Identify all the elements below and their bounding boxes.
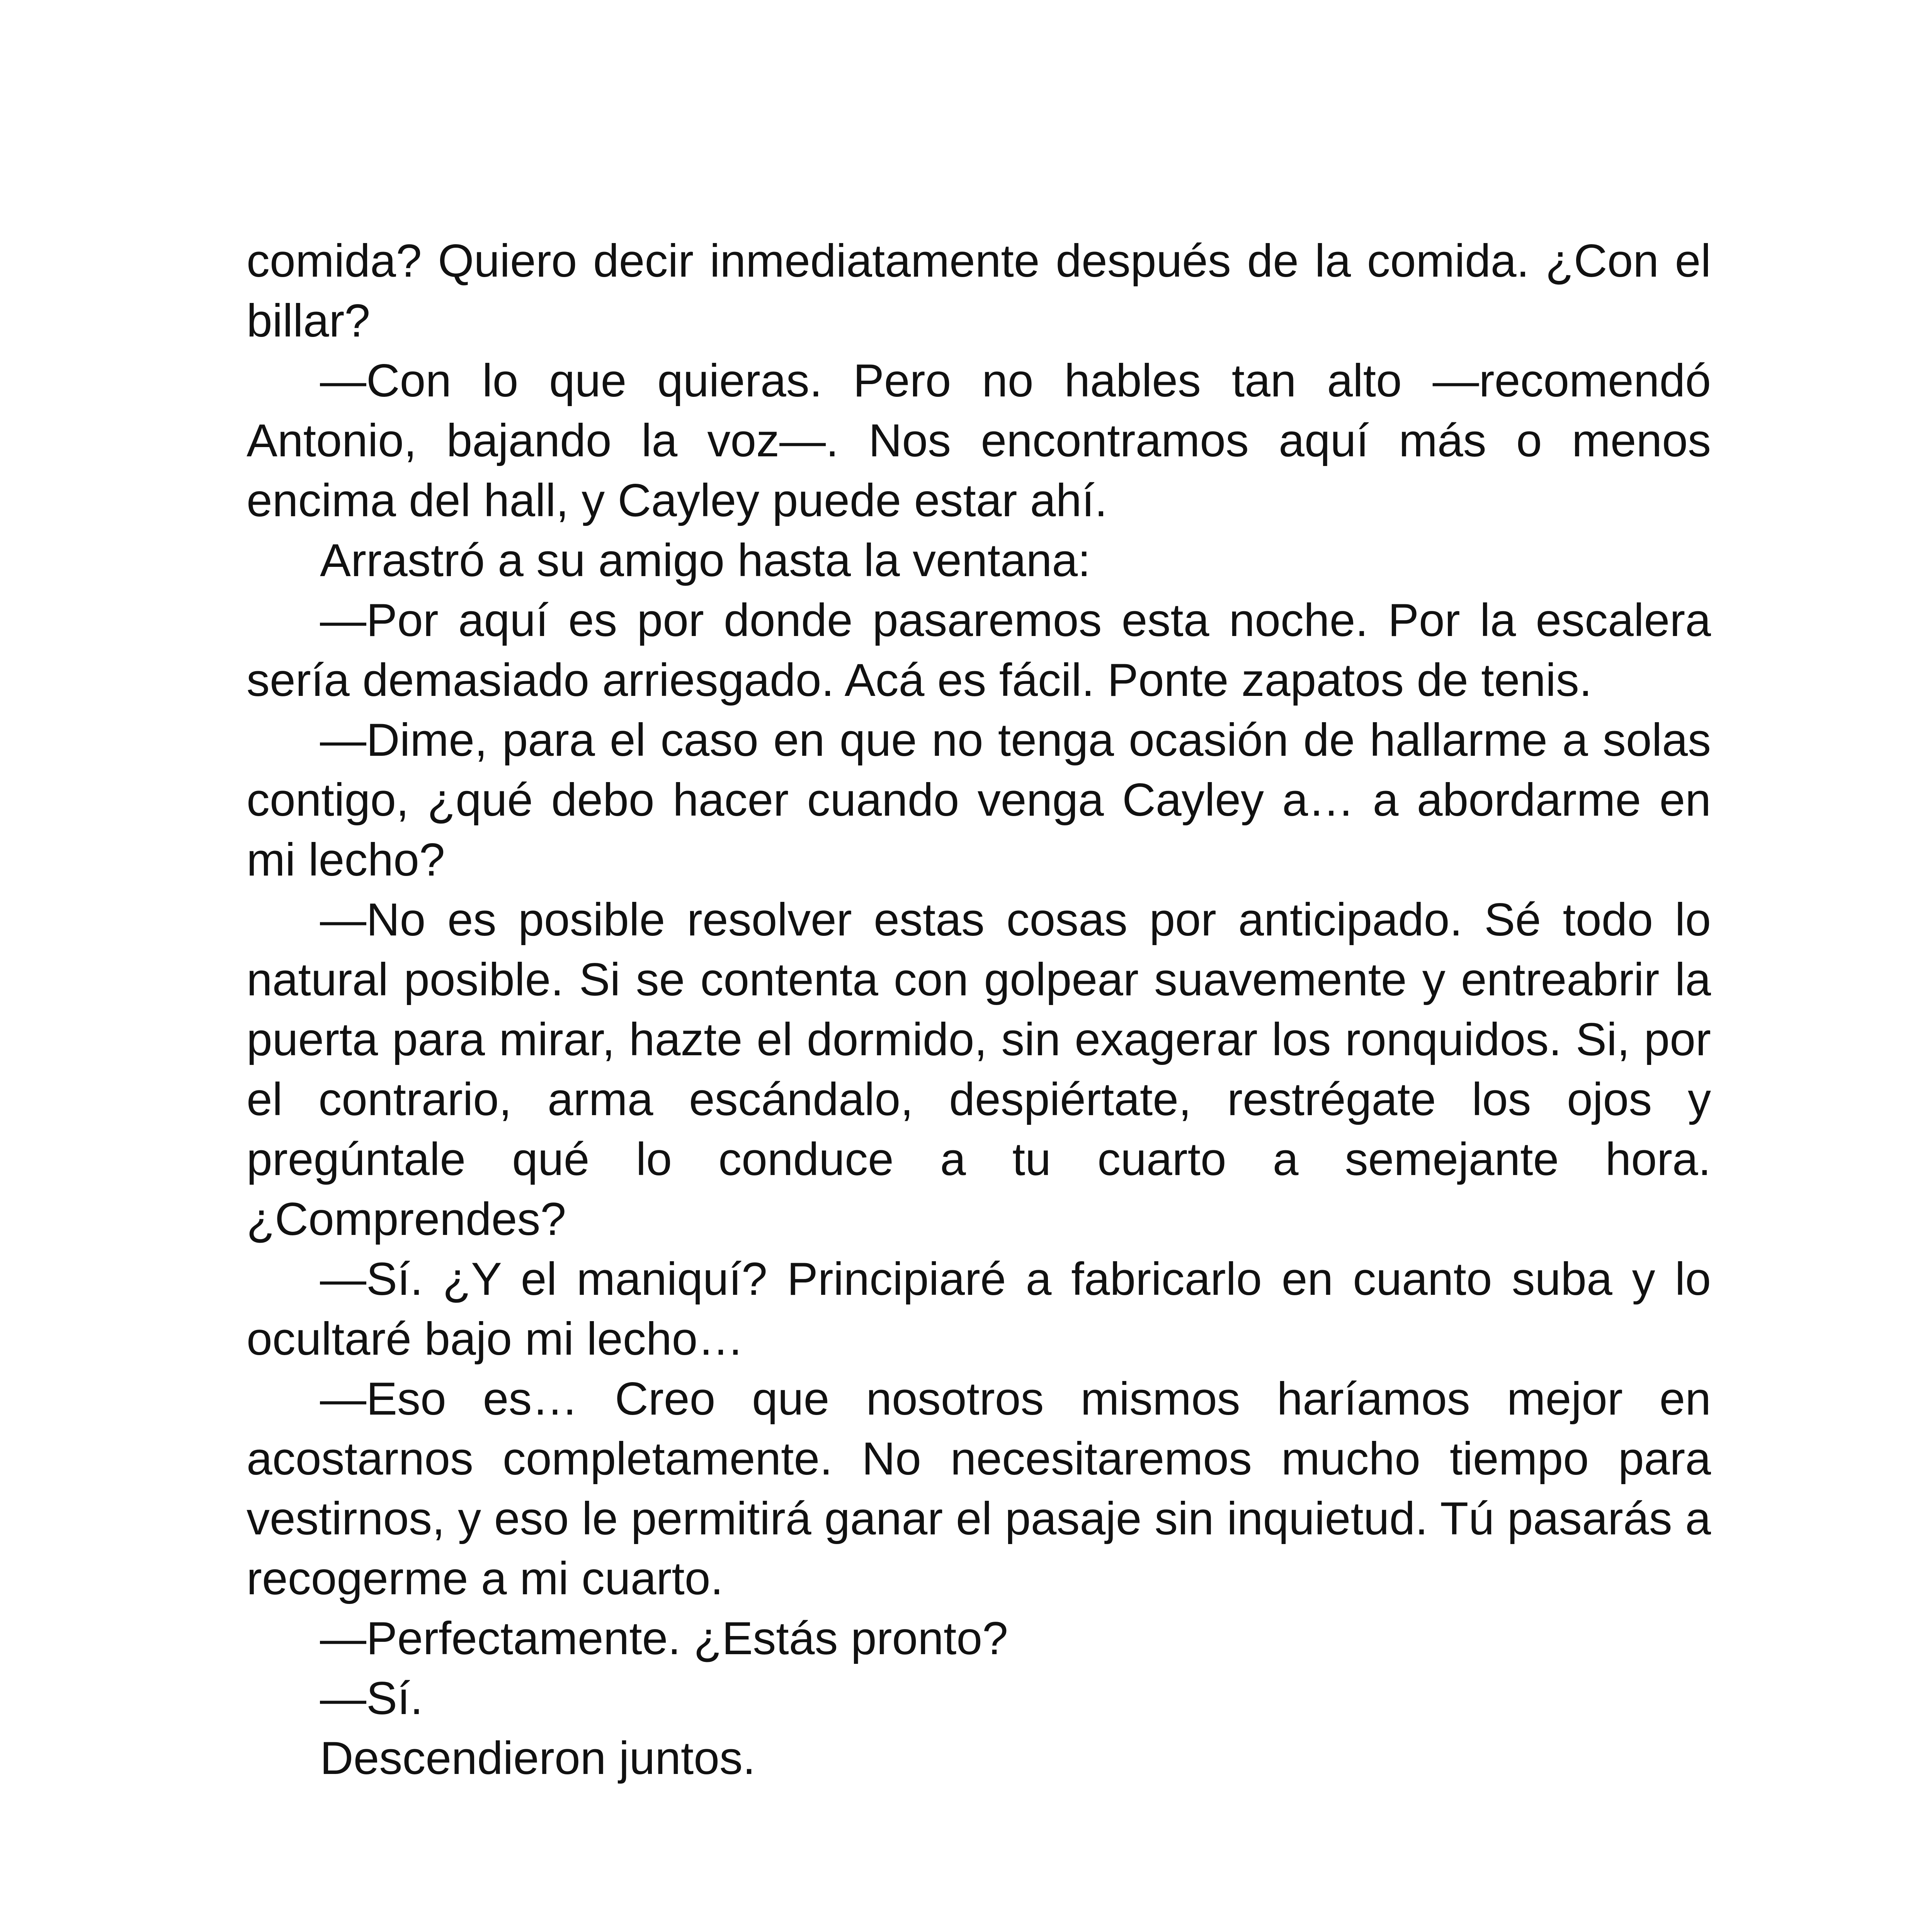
paragraph: Arrastró a su amigo hasta la ventana:	[320, 534, 1091, 586]
paragraph: —Eso es… Creo que nosotros mismos haríamos mejor en acostarnos completamente. No necesitaremos mucho tiempo para vestirnos, y eso le permitirá ganar el pasaje sin inquietud. Tú pasarás a recogerme a mi cuarto.	[247, 1373, 1711, 1604]
body-text	[247, 231, 1711, 1788]
paragraph: —Perfectamente. ¿Estás pronto?	[320, 1612, 1008, 1664]
paragraph: —Sí.	[320, 1672, 423, 1724]
paragraph: Descendieron juntos.	[320, 1732, 756, 1784]
paragraph: —Dime, para el caso en que no tenga ocasión de hallarme a solas contigo, ¿qué debo hacer cuando venga Cayley a… a abordarme en mi lecho?	[247, 714, 1711, 886]
paragraph: —Con lo que quieras. Pero no hables tan alto —recomendó Antonio, bajando la voz—. Nos encontramos aquí más o menos encima del hall, y Cayley puede estar ahí.	[247, 355, 1711, 526]
paragraph: —Por aquí es por donde pasaremos esta noche. Por la escalera sería demasiado arriesgado. Acá es fácil. Ponte zapatos de tenis.	[247, 594, 1711, 706]
paragraph: —No es posible resolver estas cosas por anticipado. Sé todo lo natural posible. Si se contenta con golpear suavemente y entreabrir la puerta para mirar, hazte el dormido, sin exagerar los ronquidos. Si, por el contrario, arma escándalo, despiértate, restrégate los ojos y pregúntale qué lo conduce a tu cuarto a semejante hora. ¿Comprendes?	[247, 894, 1711, 1245]
paragraph: —Sí. ¿Y el maniquí? Principiaré a fabricarlo en cuanto suba y lo ocultaré bajo mi lecho…	[247, 1253, 1711, 1365]
paragraph-continuation: comida? Quiero decir inmediatamente después de la comida. ¿Con el billar?	[247, 235, 1711, 347]
